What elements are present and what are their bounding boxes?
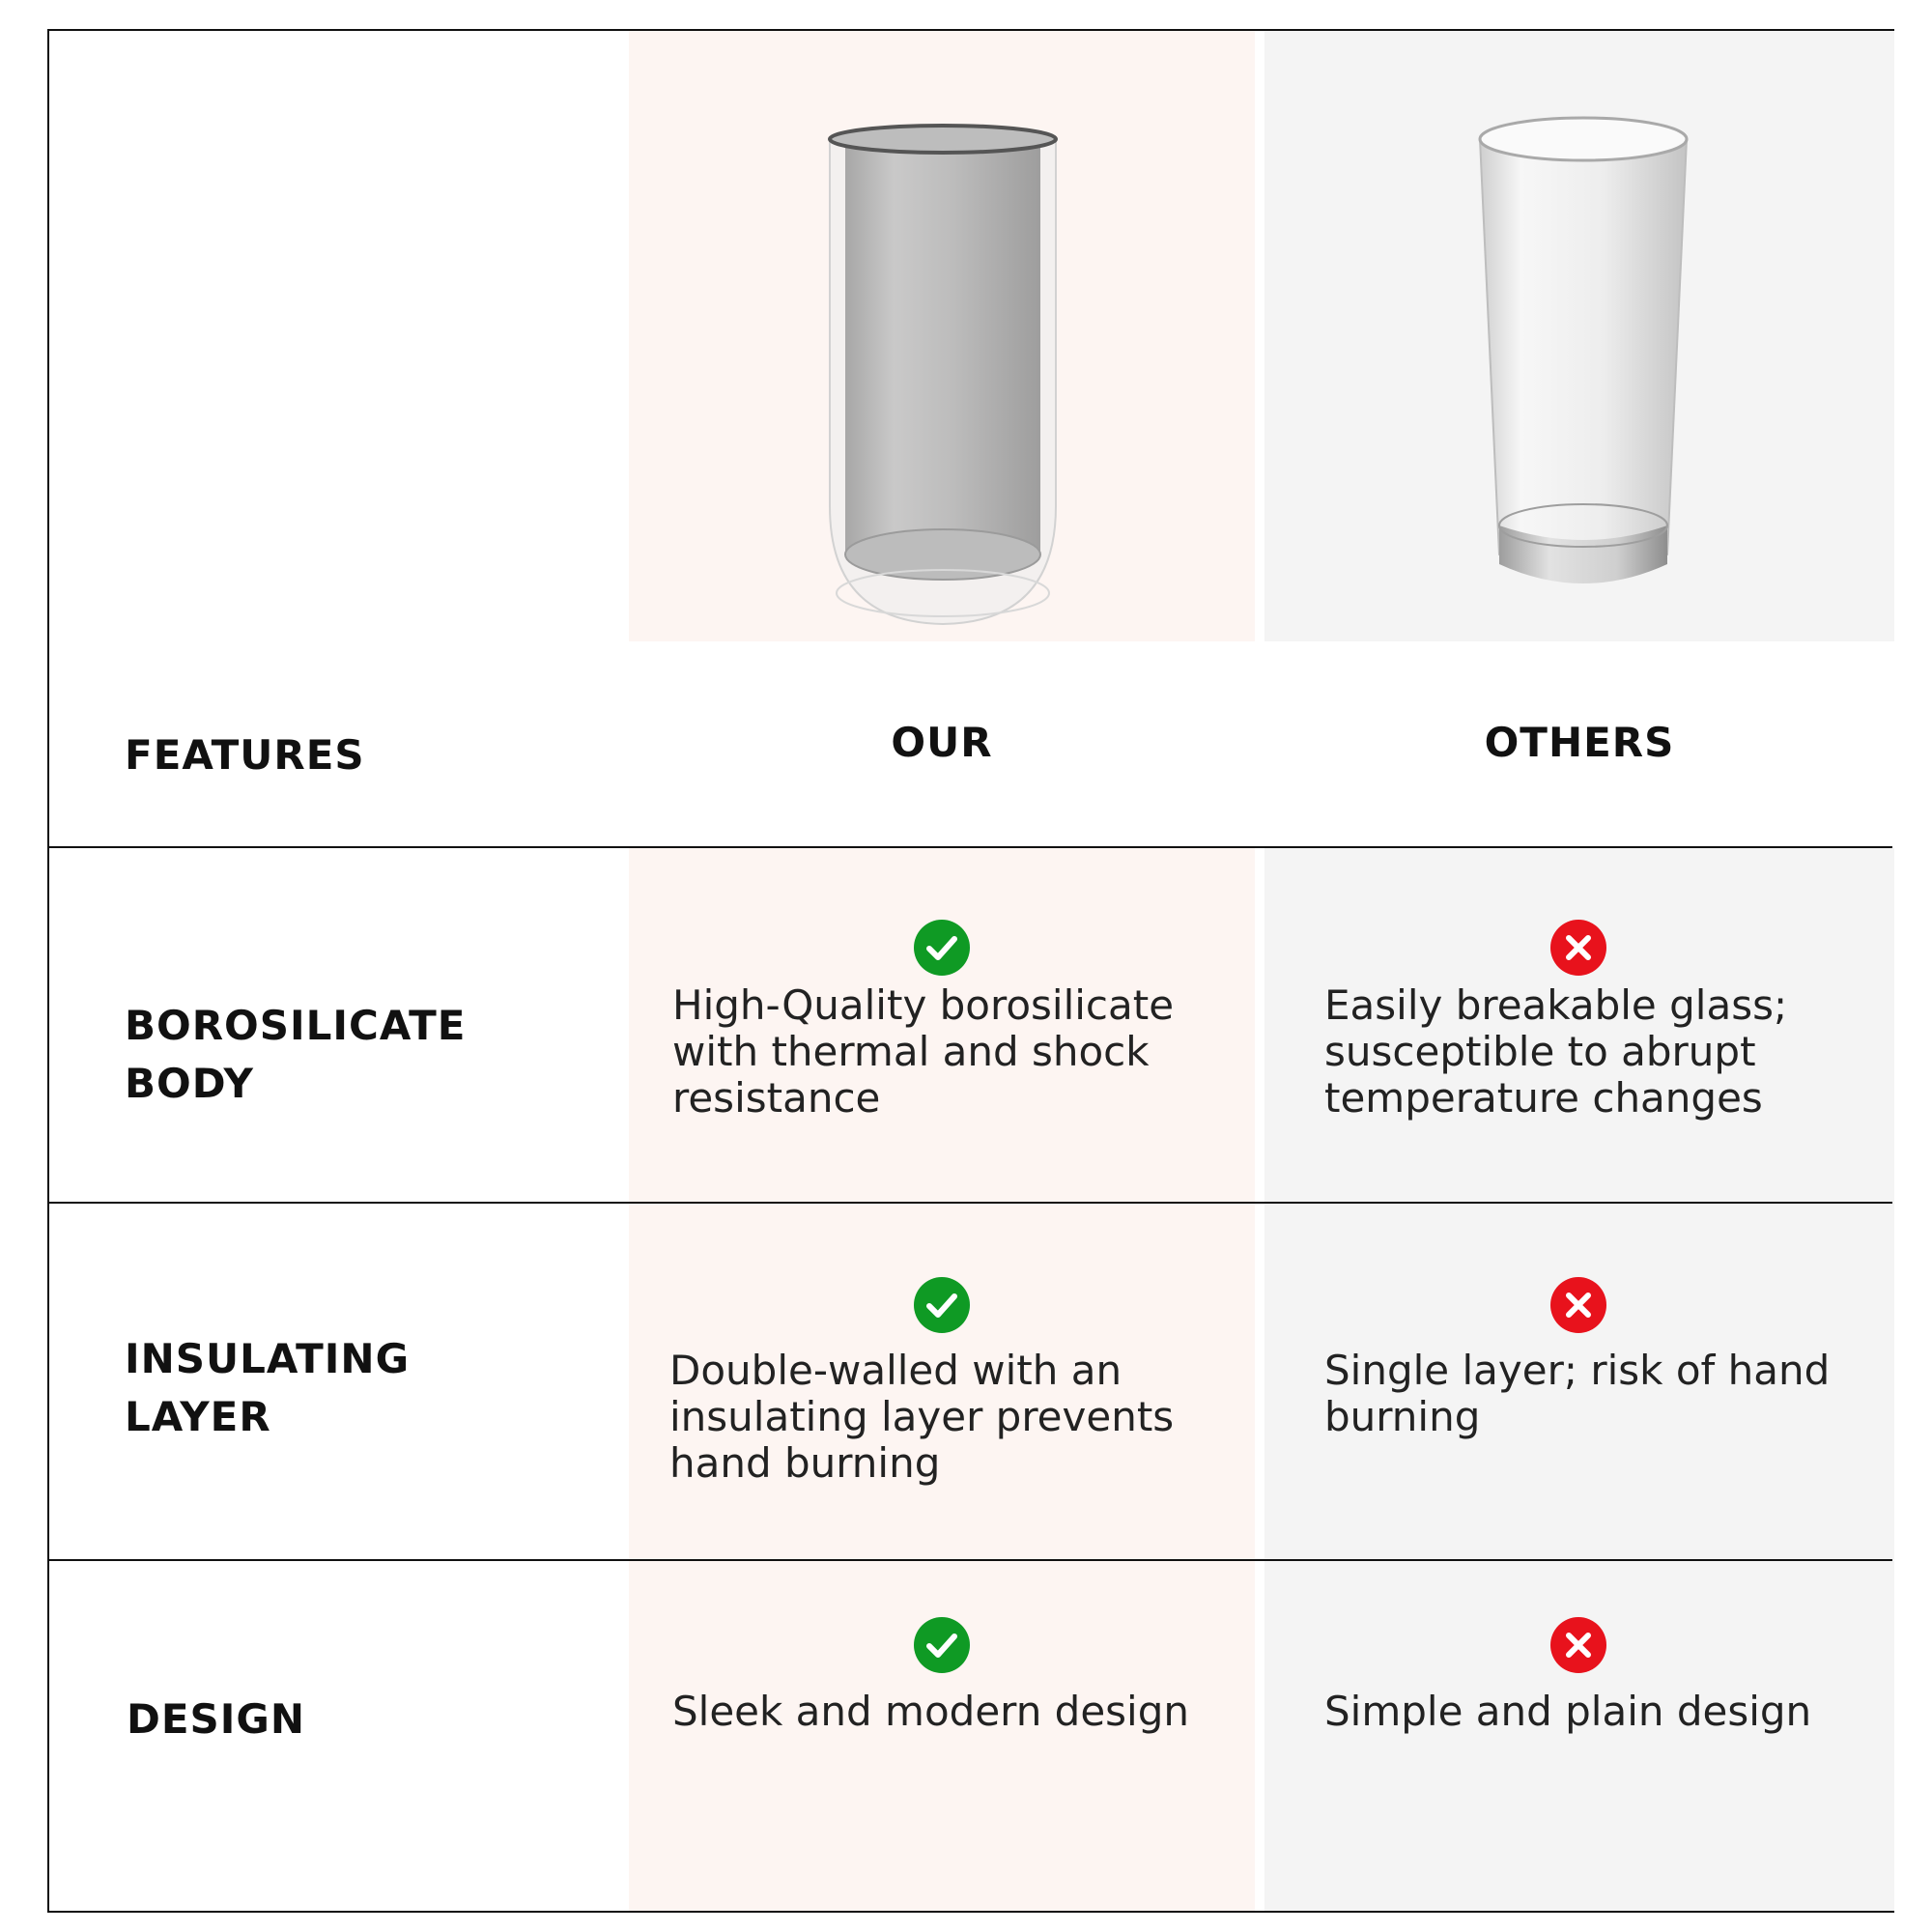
- our-design-text: Sleek and modern design: [672, 1688, 1189, 1735]
- others-glass-image: [1472, 100, 1694, 612]
- cross-icon: [1550, 1617, 1606, 1673]
- our-column-header: OUR: [891, 719, 993, 766]
- cross-icon: [1550, 920, 1606, 976]
- comparison-table: [47, 29, 1894, 1913]
- row-divider: [49, 846, 1892, 848]
- row-divider: [49, 1202, 1892, 1204]
- our-glass-image: [812, 100, 1073, 632]
- feature-insulating-layer: [125, 1330, 410, 1446]
- row-divider: [49, 1559, 1892, 1561]
- check-icon: [914, 920, 970, 976]
- feature-design: [127, 1690, 305, 1748]
- others-design-text: Simple and plain design: [1324, 1688, 1812, 1735]
- feature-label-line: INSULATING: [125, 1335, 411, 1382]
- feature-label-line: BOROSILICATE: [125, 1002, 467, 1049]
- feature-label-line: BODY: [125, 1060, 254, 1107]
- others-column-header: OTHERS: [1484, 719, 1675, 766]
- check-icon: [914, 1277, 970, 1333]
- feature-label-line: DESIGN: [127, 1695, 306, 1743]
- others-insulating-text: Single layer; risk of hand burning: [1324, 1347, 1831, 1440]
- our-borosilicate-text: High-Quality borosilicate with thermal and shock resistance: [672, 981, 1175, 1122]
- feature-label-line: LAYER: [125, 1393, 271, 1440]
- feature-borosilicate-body: [125, 997, 466, 1113]
- our-insulating-text: Double-walled with an insulating layer prevents hand burning: [669, 1347, 1175, 1487]
- cross-icon: [1550, 1277, 1606, 1333]
- features-header: FEATURES: [125, 731, 365, 779]
- others-borosilicate-text: Easily breakable glass; susceptible to abrupt temperature changes: [1324, 981, 1788, 1122]
- check-icon: [914, 1617, 970, 1673]
